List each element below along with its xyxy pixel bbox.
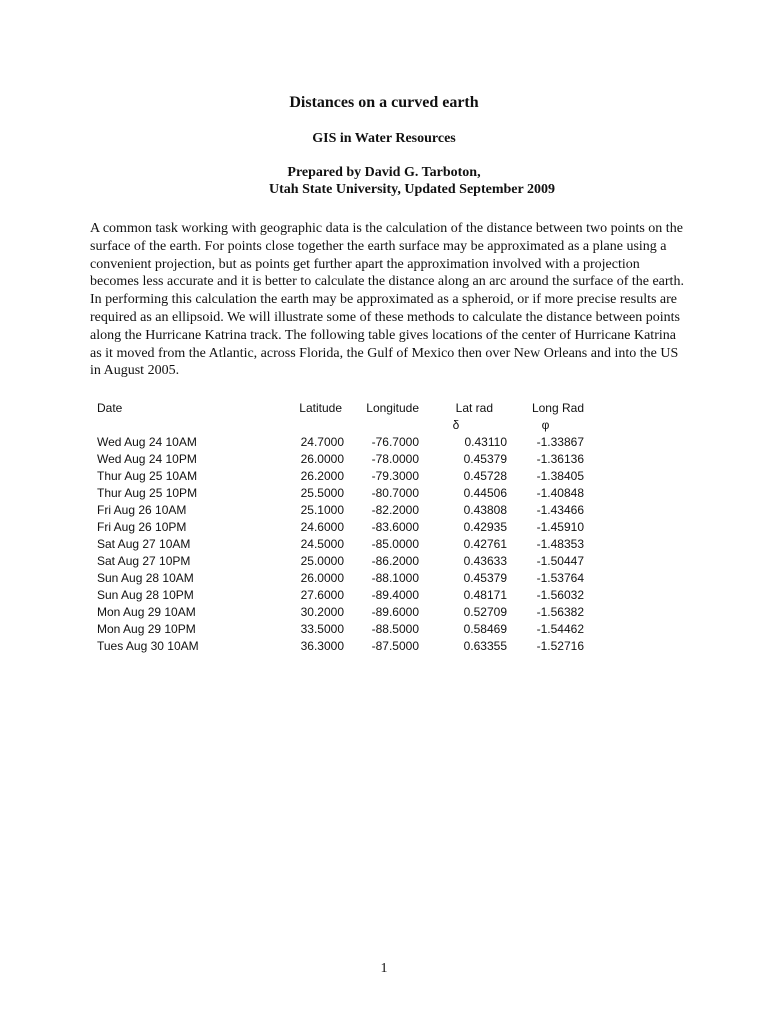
table-row <box>90 638 584 655</box>
cell-date: Wed Aug 24 10AM <box>97 435 197 449</box>
table-row <box>90 621 584 638</box>
cell-date: Thur Aug 25 10PM <box>97 486 198 500</box>
cell-date: Sat Aug 27 10AM <box>97 537 191 551</box>
cell-latitude: 33.5000 <box>300 622 344 636</box>
cell-lat-rad: 0.45379 <box>463 452 507 466</box>
cell-latitude: 36.3000 <box>300 639 344 653</box>
cell-lat-rad: 0.58469 <box>463 622 507 636</box>
cell-lat-rad: 0.52709 <box>463 605 507 619</box>
cell-long-rad: -1.36136 <box>536 452 584 466</box>
cell-longitude: -88.1000 <box>371 571 419 585</box>
table-row <box>90 451 584 468</box>
cell-longitude: -80.7000 <box>371 486 419 500</box>
table-body <box>90 434 584 655</box>
header-lat-rad: Lat rad <box>455 401 493 415</box>
cell-date: Mon Aug 29 10AM <box>97 605 196 619</box>
cell-date: Tues Aug 30 10AM <box>97 639 199 653</box>
cell-longitude: -82.2000 <box>371 503 419 517</box>
cell-latitude: 26.0000 <box>300 571 344 585</box>
cell-latitude: 24.5000 <box>300 537 344 551</box>
cell-lat-rad: 0.44506 <box>463 486 507 500</box>
cell-date: Mon Aug 29 10PM <box>97 622 196 636</box>
cell-lat-rad: 0.45379 <box>463 571 507 585</box>
cell-long-rad: -1.56382 <box>536 605 584 619</box>
cell-lat-rad: 0.42761 <box>463 537 507 551</box>
table-row <box>90 519 584 536</box>
cell-date: Fri Aug 26 10AM <box>97 503 187 517</box>
cell-latitude: 27.6000 <box>300 588 344 602</box>
cell-long-rad: -1.43466 <box>536 503 584 517</box>
cell-latitude: 25.5000 <box>300 486 344 500</box>
table-row <box>90 502 584 519</box>
cell-long-rad: -1.38405 <box>536 469 584 483</box>
table-row <box>90 553 584 570</box>
table-row <box>90 604 584 621</box>
cell-lat-rad: 0.43633 <box>463 554 507 568</box>
cell-longitude: -78.0000 <box>371 452 419 466</box>
table-row <box>90 485 584 502</box>
cell-lat-rad: 0.45728 <box>463 469 507 483</box>
hurricane-track-table <box>90 400 584 655</box>
cell-long-rad: -1.33867 <box>536 435 584 449</box>
document-subtitle: GIS in Water Resources <box>312 131 456 146</box>
table-row <box>90 587 584 604</box>
header-longitude: Longitude <box>366 401 419 415</box>
page-number: 1 <box>380 961 388 976</box>
table-row <box>90 536 584 553</box>
cell-longitude: -79.3000 <box>371 469 419 483</box>
cell-long-rad: -1.40848 <box>536 486 584 500</box>
cell-long-rad: -1.56032 <box>536 588 584 602</box>
cell-date: Wed Aug 24 10PM <box>97 452 197 466</box>
cell-date: Sat Aug 27 10PM <box>97 554 191 568</box>
header-date: Date <box>97 401 123 415</box>
cell-latitude: 26.0000 <box>300 452 344 466</box>
cell-latitude: 25.1000 <box>300 503 344 517</box>
cell-longitude: -88.5000 <box>371 622 419 636</box>
cell-latitude: 24.6000 <box>300 520 344 534</box>
cell-lat-rad: 0.63355 <box>463 639 507 653</box>
affiliation-line: Utah State University, Updated September 2009 <box>269 182 555 197</box>
cell-longitude: -86.2000 <box>371 554 419 568</box>
cell-lat-rad: 0.48171 <box>463 588 507 602</box>
cell-latitude: 30.2000 <box>300 605 344 619</box>
table-row <box>90 468 584 485</box>
cell-lat-rad: 0.42935 <box>463 520 507 534</box>
cell-latitude: 26.2000 <box>300 469 344 483</box>
symbol-phi: φ <box>541 418 550 432</box>
table-header-row <box>90 400 584 417</box>
table-row <box>90 434 584 451</box>
cell-date: Sun Aug 28 10PM <box>97 588 194 602</box>
cell-longitude: -89.6000 <box>371 605 419 619</box>
header-latitude: Latitude <box>299 401 342 415</box>
cell-long-rad: -1.52716 <box>536 639 584 653</box>
cell-longitude: -85.0000 <box>371 537 419 551</box>
document-title: Distances on a curved earth <box>289 94 479 111</box>
header-long-rad: Long Rad <box>531 401 584 415</box>
cell-long-rad: -1.45910 <box>536 520 584 534</box>
cell-lat-rad: 0.43808 <box>463 503 507 517</box>
intro-paragraph: A common task working with geographic data is the calculation of the distance between two points on the surface of the earth. For points close together the earth surface may be approximated as a plane using a convenient projection, but as points get further apart the approximation involved with a projection becomes less accurate and it is better to calculate the distance along an arc around the surface of the earth. In performing this calculation the earth may be approximated as a spheroid, or if more precise results are required as an ellipsoid. We will illustrate some of these methods to calculate the distance between points along the Hurricane Katrina track. The following table gives locations of the center of Hurricane Katrina as it moved from the Atlantic, across Florida, the Gulf of Mexico then over New Orleans and into the US in August 2005. <box>90 221 684 379</box>
cell-date: Thur Aug 25 10AM <box>97 469 198 483</box>
author-line: Prepared by David G. Tarboton, <box>287 165 481 180</box>
cell-longitude: -87.5000 <box>371 639 419 653</box>
cell-long-rad: -1.54462 <box>536 622 584 636</box>
cell-date: Sun Aug 28 10AM <box>97 571 194 585</box>
table-symbol-row <box>90 417 584 434</box>
cell-latitude: 25.0000 <box>300 554 344 568</box>
cell-long-rad: -1.53764 <box>536 571 584 585</box>
symbol-latitude <box>267 417 344 434</box>
cell-longitude: -83.6000 <box>371 520 419 534</box>
cell-lat-rad: 0.43110 <box>464 435 507 449</box>
cell-long-rad: -1.50447 <box>536 554 584 568</box>
symbol-date <box>90 417 267 434</box>
symbol-longitude <box>344 417 419 434</box>
cell-date: Fri Aug 26 10PM <box>97 520 187 534</box>
cell-long-rad: -1.48353 <box>536 537 584 551</box>
cell-longitude: -76.7000 <box>371 435 419 449</box>
table-row <box>90 570 584 587</box>
symbol-delta: δ <box>452 418 460 432</box>
cell-latitude: 24.7000 <box>300 435 344 449</box>
cell-longitude: -89.4000 <box>371 588 419 602</box>
